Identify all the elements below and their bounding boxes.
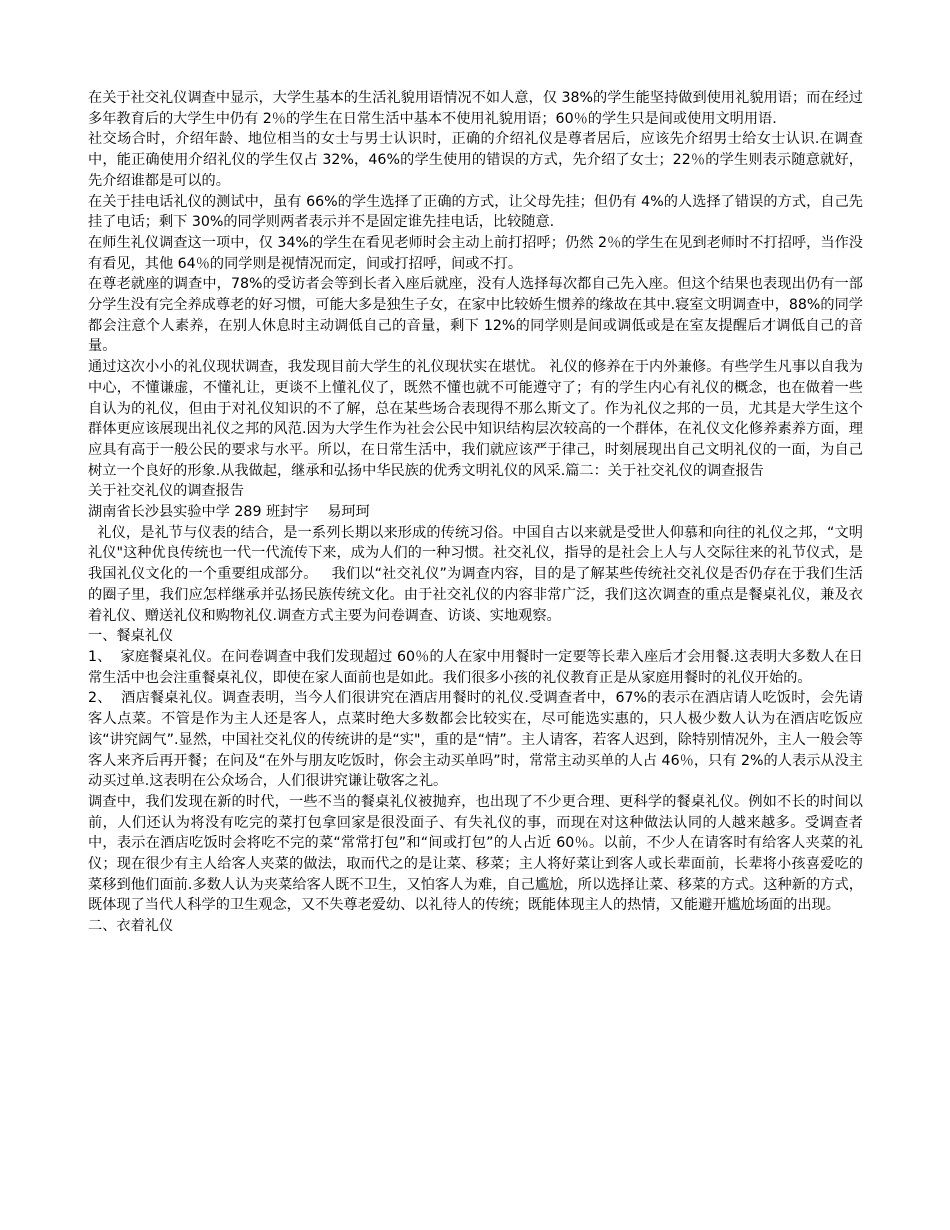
report-title: 关于社交礼仪的调查报告 <box>88 483 245 500</box>
report-author: 湖南省长沙县实验中学 289 班封宇 易珂珂 <box>88 504 370 521</box>
paragraph-phone-etiquette: 在关于挂电话礼仪的测试中，虽有 66%的学生选择了正确的方式，让父母先挂；但仍有 4%的人选择了错误的方式，自己先挂了电话；剩下 30%的同学则两者表示并不是固定谁先挂电话，比较随意. <box>88 193 863 231</box>
paragraph-restaurant-dining: 2、 酒店餐桌礼仪。调查表明，当今人们很讲究在酒店用餐时的礼仪.受调查者中，67%的表示在酒店请人吃饭时，会先请客人点菜。不管是作为主人还是客人，点菜时绝大多数都会比较实在，尽可能选实惠的，只人极少数人认为在酒店吃饭应该“讲究阔气”.显然，中国社交礼仪的传统讲的是“实"，重的是“情”。主人请客，若客人迟到，除特别情况外，主人一般会等客人来齐后再开餐；在问及“在外与朋友吃饭时，你会主动买单吗”时，常常主动买单的人占 46％，只有 2%的人表示从没主动买过单.这表明在公众场合，人们很讲究谦让敬客之礼。 <box>88 690 863 790</box>
paragraph-introduction-etiquette: 社交场合时，介绍年龄、地位相当的女士与男士认识时，正确的介绍礼仪是尊者居后，应该先介绍男士给女士认识.在调查中，能正确使用介绍礼仪的学生仅占 32%，46%的学生使用的错误的方式，先介绍了女士；22％的学生则表示随意就好，先介绍谁都是可以的。 <box>88 131 863 189</box>
paragraph-report-intro: 礼仪，是礼节与仪表的结合，是一系列长期以来形成的传统习俗。中国自古以来就是受世人仰慕和向往的礼仪之邦，“文明礼仪"这种优良传统也一代一代流传下来，成为人们的一种习惯。社交礼仪，指导的是社会上人与人交际往来的礼节仪式，是我国礼仪文化的一个重要组成部分。 我们以“社交礼仪”为调查内容，目的是了解某些传统社交礼仪是否仍存在于我们生活的圈子里，我们应怎样继承并弘扬民族传统文化。由于社交礼仪的内容非常广泛，我们这次调查的重点是餐桌礼仪，兼及衣着礼仪、赠送礼仪和购物礼仪.调查方式主要为问卷调查、访谈、实地观察。 <box>88 524 863 624</box>
paragraph-greeting-survey: 在关于社交礼仪调查中显示，大学生基本的生活礼貌用语情况不如人意，仅 38%的学生能坚持做到使用礼貌用语；而在经过多年教育后的大学生中仍有 2％的学生在日常生活中基本不使用礼貌用语；60％的学生只是间或使用文明用语. <box>88 90 863 127</box>
paragraph-elder-seating: 在尊老就座的调查中，78%的受访者会等到长者入座后就座，没有人选择每次都自己先入座。但这个结果也表现出仍有一部分学生没有完全养成尊老的好习惯，可能大多是独生子女，在家中比较娇生惯养的缘故在其中.寝室文明调查中，88%的同学都会注意个人素养，在别人休息时主动调低自己的音量，剩下 12%的同学则是间或调低或是在室友提醒后才调低自己的音量。 <box>88 276 863 355</box>
paragraph-conclusion: 通过这次小小的礼仪现状调查，我发现目前大学生的礼仪现状实在堪忧。 礼仪的修养在于内外兼修。有些学生凡事以自我为中心，不懂谦虚，不懂礼让，更谈不上懂礼仪了，既然不懂也就不可能遵守了；有的学生内心有礼仪的概念，也在做着一些自认为的礼仪，但由于对礼仪知识的不了解，总在某些场合表现得不那么斯文了。作为礼仪之邦的一员，尤其是大学生这个群体更应该展现出礼仪之邦的风范.因为大学生作为社会公民中知识结构层次较高的一个群体，在礼仪文化修养素养方面，理应具有高于一般公民的要求与水平。所以，在日常生活中，我们就应该严于律己，时刻展现出自己文明礼仪的一面，为自己树立一个良好的形象.从我做起，继承和弘扬中华民族的优秀文明礼仪的风采.篇二：关于社交礼仪的调查报告 <box>88 359 863 479</box>
paragraph-teacher-etiquette: 在师生礼仪调查这一项中，仅 34%的学生在看见老师时会主动上前打招呼；仍然 2％的学生在见到老师时不打招呼，当作没有看见，其他 64％的同学则是视情况而定，间或打招呼，间或不打。 <box>88 234 863 272</box>
section-heading-clothing: 二、衣着礼仪 <box>88 918 174 935</box>
paragraph-new-dining-etiquette: 调查中，我们发现在新的时代，一些不当的餐桌礼仪被抛弃，也出现了不少更合理、更科学的餐桌礼仪。例如不长的时间以前，人们还认为将没有吃完的菜打包拿回家是很没面子、有失礼仪的事，而现在对这种做法认同的人越来越多。受调查者中，表示在酒店吃饭时会将吃不完的菜“常常打包”和“间或打包”的人占近 60％。以前，不少人在请客时有给客人夹菜的礼仪；现在很少有主人给客人夹菜的做法，取而代之的是让菜、移菜；主人将好菜让到客人或长辈面前，长辈将小孩喜爱吃的菜移到他们面前.多数人认为夹菜给客人既不卫生，又怕客人为难，自己尴尬，所以选择让菜、移菜的方式。这种新的方式，既体现了当代人科学的卫生观念，又不失尊老爱幼、以礼待人的传统；既能体现主人的热情，又能避开尴尬场面的出现。 <box>88 793 863 914</box>
section-heading-dining: 一、餐桌礼仪 <box>88 628 174 645</box>
document-body <box>88 88 863 937</box>
paragraph-home-dining: 1、 家庭餐桌礼仪。在问卷调查中我们发现超过 60％的人在家中用餐时一定要等长辈入座后才会用餐.这表明大多数人在日常生活中也会注重餐桌礼仪，即使在家人面前也是如此。我们很多小孩的礼仪教育正是从家庭用餐时的礼仪开始的。 <box>88 648 863 686</box>
